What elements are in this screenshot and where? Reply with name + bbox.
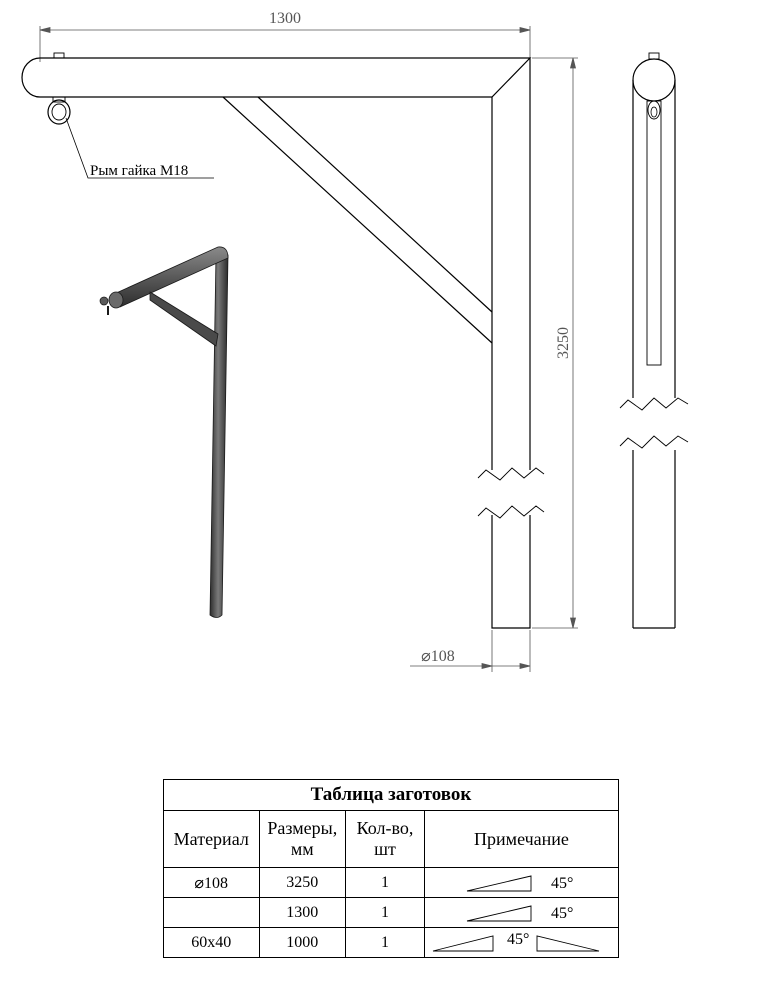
dimension-height-label: 3250 xyxy=(555,327,572,359)
cut-angle-label: 45° xyxy=(550,875,574,892)
cut-angle-icon xyxy=(467,906,531,921)
dimension-width xyxy=(40,26,530,62)
row-material xyxy=(164,898,260,928)
blanks-table xyxy=(163,779,619,958)
eye-nut-label: Рым гайка М18 xyxy=(90,163,189,179)
row-note xyxy=(424,898,618,928)
row-quantity: 1 xyxy=(346,868,425,898)
isometric-render xyxy=(100,247,228,618)
header-size: Размеры, мм xyxy=(259,811,346,868)
dimension-width-label: 1300 xyxy=(269,10,301,27)
row-material: 60х40 xyxy=(164,928,260,958)
cut-angle-icon xyxy=(467,876,531,891)
row-quantity: 1 xyxy=(346,928,425,958)
side-view xyxy=(620,53,688,628)
row-size: 1300 xyxy=(259,898,346,928)
row-quantity: 1 xyxy=(346,898,425,928)
header-material: Материал xyxy=(164,811,260,868)
header-quantity: Кол-во, шт xyxy=(346,811,425,868)
row-size: 3250 xyxy=(259,868,346,898)
row-note xyxy=(424,868,618,898)
row-note xyxy=(424,928,618,958)
table-row xyxy=(164,928,619,958)
cut-angle-label: 45° xyxy=(550,905,574,922)
row-material: ⌀108 xyxy=(164,868,260,898)
table-title: Таблица заготовок xyxy=(164,780,619,811)
table-row xyxy=(164,868,619,898)
header-note: Примечание xyxy=(424,811,618,868)
row-size: 1000 xyxy=(259,928,346,958)
front-view xyxy=(22,53,544,628)
cut-angle-label: 45° xyxy=(506,931,530,948)
dimension-diameter-label: ⌀108 xyxy=(421,648,455,665)
table-row xyxy=(164,898,619,928)
